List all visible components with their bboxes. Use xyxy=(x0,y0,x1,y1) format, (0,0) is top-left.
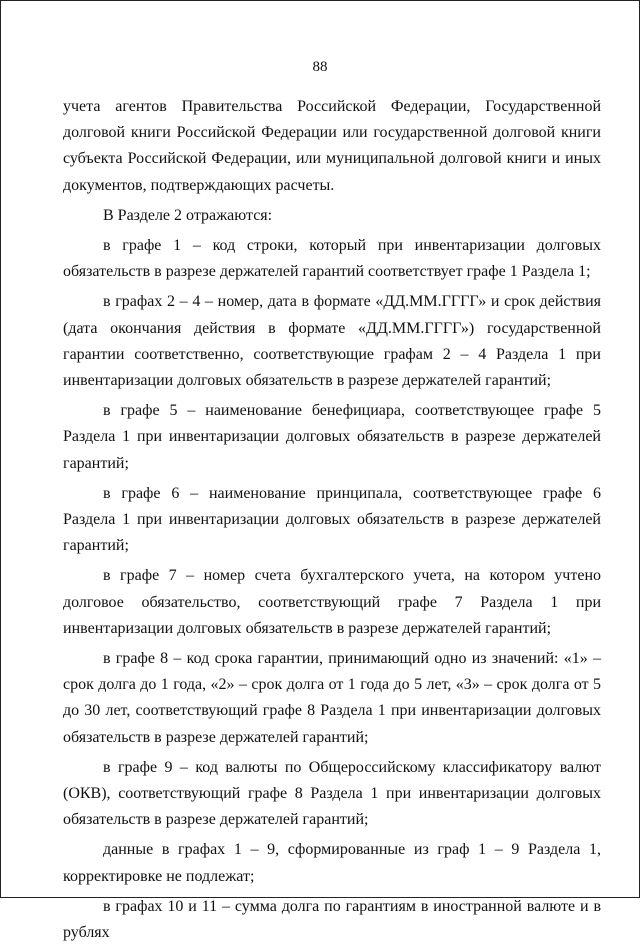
paragraph-continuation: учета агентов Правительства Российской Федерации, Государственной долговой книги Российской Федерации или государственной долговой книги субъекта Российской Федерации, или муниципальной долговой книги и иных документов, подтверждающих расчеты. xyxy=(63,98,601,194)
paragraph-column-5: в графе 5 – наименование бенефициара, соответствующее графе 5 Раздела 1 при инвентаризации долговых обязательств в разрезе держателей гарантий; xyxy=(63,402,601,472)
paragraph-column-6: в графе 6 – наименование принципала, соответствующее графе 6 Раздела 1 при инвентаризации долговых обязательств в разрезе держателей гарантий; xyxy=(63,484,601,555)
page-number: 88 xyxy=(312,59,328,75)
paragraph-columns-10-11: в графах 10 и 11 – сумма долга по гарантиям в иностранной валюте и в рублях xyxy=(63,897,601,942)
paragraph-columns-2-4: в графах 2 – 4 – номер, дата в формате «ДД.ММ.ГГГГ» и срок действия (дата окончания действия в формате «ДД.ММ.ГГГГ») государственной гарантии соответственно, соответствующие графам 2 – 4 Раздела 1 при инвентаризации долговых обязательств в разрезе держателей гарантий; xyxy=(63,293,601,390)
paragraph-column-8: в графе 8 – код срока гарантии, принимающий одно из значений: «1» – срок долга до 1 года, «2» – срок долга от 1 года до 5 лет, «3» – срок долга от 5 до 30 лет, соответствующий графе 8 Раздела 1 при инвентаризации долговых обязательств в разрезе держателей гарантий; xyxy=(63,650,601,746)
paragraph-column-9: в графе 9 – код валюты по Общероссийскому классификатору валют (ОКВ), соответствующий графе 8 Раздела 1 при инвентаризации долговых обязательств в разрезе держателей гарантий; xyxy=(63,758,601,829)
paragraph-columns-1-9-note: данные в графах 1 – 9, сформированные из граф 1 – 9 Раздела 1, корректировке не подлежат; xyxy=(63,841,601,885)
paragraph-section-intro: В Разделе 2 отражаются: xyxy=(103,206,273,224)
paragraph-column-7: в графе 7 – номер счета бухгалтерского учета, на котором учтено долговое обязательство, соответствующий графе 7 Раздела 1 при инвентаризации долговых обязательств в разрезе держателей гарантий; xyxy=(63,567,601,637)
document-body xyxy=(63,94,601,950)
paragraph-column-1: в графе 1 – код строки, который при инвентаризации долговых обязательств в разрезе держателей гарантий соответствует графе 1 Раздела 1; xyxy=(63,237,601,281)
